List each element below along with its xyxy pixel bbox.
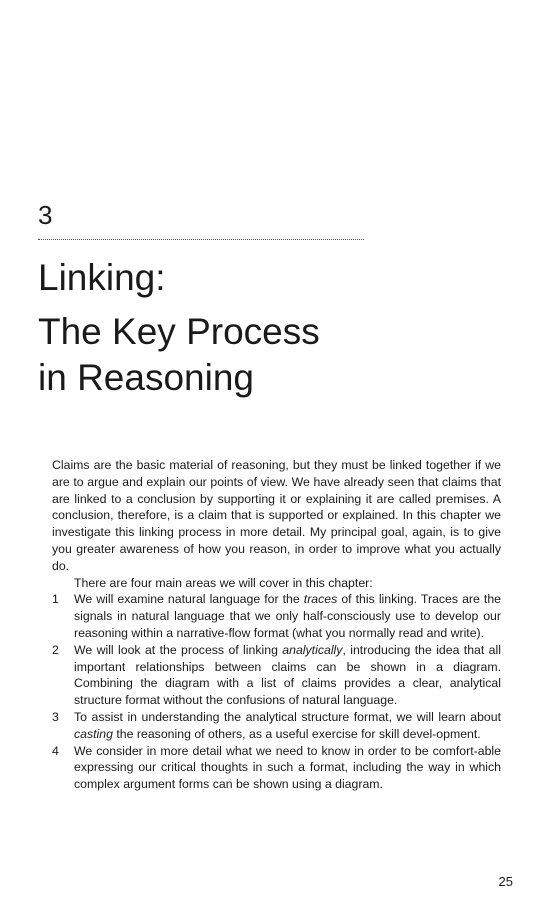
chapter-title-line-1: Linking: xyxy=(38,257,166,298)
list-item-text: We will examine natural language for the xyxy=(74,592,304,607)
list-item xyxy=(52,709,501,743)
list-item-emphasis: traces xyxy=(303,592,338,607)
list-item-text: We will look at the process of linking xyxy=(74,642,283,657)
chapter-number: 3 xyxy=(38,200,53,230)
chapter-divider xyxy=(38,239,364,240)
list-item-text: , introducing the idea that all important relationships between claims can be shown in a diagram. Combining the diagram with a list of claims provides a clear, analytical structure format without the confusions of natural language. xyxy=(74,642,501,708)
list-item xyxy=(52,591,501,641)
list-item-number: 3 xyxy=(52,709,59,724)
list-item-emphasis: casting xyxy=(74,726,113,741)
list-item xyxy=(52,743,501,793)
page-number: 25 xyxy=(498,874,513,889)
list-item-text: of this linking. Traces are the signals in natural language that we only half-consciously use to develop our reasoning within a narrative-flow format (what you normally read and write). xyxy=(74,592,502,640)
chapter-title-line-2: The Key Process xyxy=(38,311,320,352)
chapter-title-line-3: in Reasoning xyxy=(38,357,254,398)
areas-intro: There are four main areas we will cover in this chapter: xyxy=(74,575,373,590)
chapter-body xyxy=(52,457,501,793)
intro-paragraph: Claims are the basic material of reasoning, but they must be linked together if we are to argue and explain our points of view. We have already seen that claims that are linked to a conclusion by supporting it or explaining it are called premises. A conclusion, therefore, is a claim that is supported or explained. In this chapter we investigate this linking process in more detail. My principal goal, again, is to give you greater awareness of how you reason, in order to improve what you actually do. xyxy=(52,458,501,573)
list-item-text: To assist in understanding the analytical structure format, we will learn about xyxy=(74,709,501,724)
list-item-text: the reasoning of others, as a useful exercise for skill devel-opment. xyxy=(112,726,481,741)
list-item-number: 2 xyxy=(52,642,59,657)
list-item-number: 4 xyxy=(52,743,59,758)
list-item-emphasis: analytically xyxy=(282,642,343,657)
list-item-text: We consider in more detail what we need to know in order to be comfort-able expressing our critical thoughts in such a format, including the way in which complex argument forms can be shown using a diagram. xyxy=(74,743,501,792)
list-item xyxy=(52,642,501,709)
list-item-number: 1 xyxy=(52,592,59,607)
